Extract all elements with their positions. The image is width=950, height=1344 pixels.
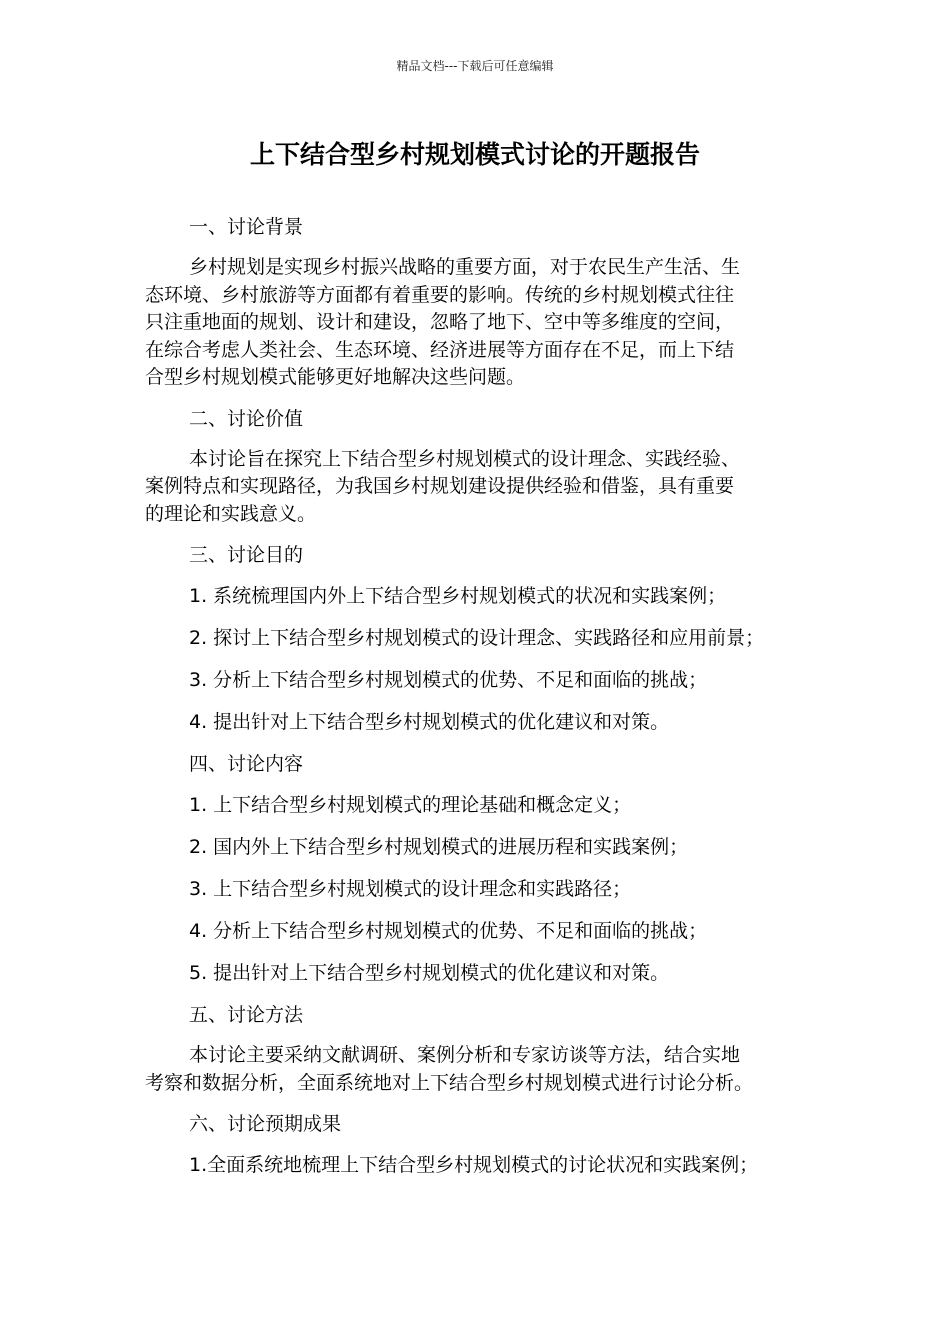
paragraph-line: 只注重地面的规划、设计和建设，忽略了地下、空中等多维度的空间，	[145, 311, 735, 333]
paragraph-line: 合型乡村规划模式能够更好地解决这些问题。	[145, 366, 526, 388]
list-item: 1. 系统梳理国内外上下结合型乡村规划模式的状况和实践案例；	[189, 585, 727, 607]
paragraph-line: 本讨论主要采纳文献调研、案例分析和专家访谈等方法，结合实地	[189, 1044, 741, 1066]
section-heading-expected-results: 六、讨论预期成果	[189, 1113, 342, 1135]
paragraph-line: 在综合考虑人类社会、生态环境、经济进展等方面存在不足，而上下结	[145, 338, 735, 361]
paragraph-line: 考察和数据分析，全面系统地对上下结合型乡村规划模式进行讨论分析。	[145, 1071, 754, 1094]
list-item: 2. 国内外上下结合型乡村规划模式的进展历程和实践案例；	[189, 836, 689, 858]
list-item: 1.全面系统地梳理上下结合型乡村规划模式的讨论状况和实践案例；	[189, 1154, 759, 1176]
document-body	[145, 213, 805, 1193]
section-heading-method: 五、讨论方法	[189, 1004, 304, 1026]
paragraph-line: 本讨论旨在探究上下结合型乡村规划模式的设计理念、实践经验、	[189, 447, 741, 470]
page-header: 精品文档---下载后可任意编辑	[396, 59, 554, 73]
section-heading-purpose: 三、讨论目的	[189, 544, 304, 566]
paragraph-background	[145, 254, 805, 392]
paragraph-line: 的理论和实践意义。	[145, 502, 317, 525]
section-heading-background: 一、讨论背景	[189, 216, 304, 238]
paragraph-line: 乡村规划是实现乡村振兴战略的重要方面，对于农民生产生活、生	[189, 256, 741, 278]
paragraph-line: 案例特点和实现路径，为我国乡村规划建设提供经验和借鉴，具有重要	[145, 475, 735, 497]
document-title: 上下结合型乡村规划模式讨论的开题报告	[249, 140, 700, 169]
list-item: 2. 探讨上下结合型乡村规划模式的设计理念、实践路径和应用前景；	[189, 627, 765, 649]
section-heading-content: 四、讨论内容	[189, 753, 304, 775]
list-item: 1. 上下结合型乡村规划模式的理论基础和概念定义；	[189, 794, 632, 816]
section-heading-value: 二、讨论价值	[189, 407, 304, 430]
list-item: 3. 上下结合型乡村规划模式的设计理念和实践路径；	[189, 878, 632, 900]
list-item: 4. 提出针对上下结合型乡村规划模式的优化建议和对策。	[189, 711, 670, 733]
list-item: 5. 提出针对上下结合型乡村规划模式的优化建议和对策。	[189, 962, 670, 984]
paragraph-line: 态环境、乡村旅游等方面都有着重要的影响。传统的乡村规划模式往往	[145, 283, 735, 306]
paragraph-method	[145, 1042, 805, 1097]
list-item: 3. 分析上下结合型乡村规划模式的优势、不足和面临的挑战；	[189, 669, 708, 691]
paragraph-value	[145, 446, 805, 529]
list-item: 4. 分析上下结合型乡村规划模式的优势、不足和面临的挑战；	[189, 920, 708, 942]
